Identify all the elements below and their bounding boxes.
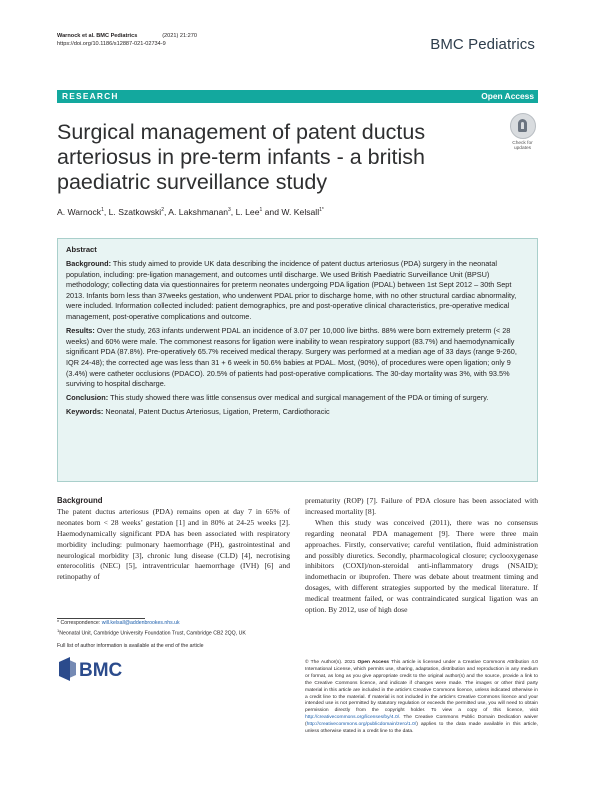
cc-zero-link[interactable]: http://creativecommons.org/publicdomain/zero/1.0/ bbox=[306, 722, 417, 728]
author[interactable]: W. Kelsall bbox=[281, 207, 320, 217]
article-title bbox=[57, 120, 497, 195]
doi-link[interactable]: https://doi.org/10.1186/s12887-021-02734-9 bbox=[57, 41, 166, 47]
open-access-label: Open Access bbox=[481, 91, 534, 101]
body-paragraph: When this study was conceived (2011), there was no consensus regarding neonatal PDA management [9]. There were three main approaches. Firstly, conservative; careful ventilation, fluid administration and possibly diuretics. Secondly, pharmacological closure; cyclooxygenase inhibitors (COXI)/non-steroidal anti-inflammatory drugs (NSAID); indomethacin or ibuprofen. There was debate about treatment timing and dosages, with different strategies supported by the medical literature. If medical treatment failed, or was contraindicated surgical ligation was an option. By 2012, use of high dose bbox=[305, 517, 538, 615]
footnote-correspondence: * Correspondence: will.kelsall@addenbrookes.nhs.uk bbox=[57, 620, 180, 626]
check-for-updates-badge[interactable] bbox=[505, 113, 540, 155]
correspondence-email[interactable]: will.kelsall@addenbrookes.nhs.uk bbox=[101, 620, 180, 626]
citation-authors: Warnock et al. BMC Pediatrics bbox=[57, 33, 138, 39]
bookmark-icon bbox=[510, 113, 536, 139]
check-for-label: Check for bbox=[512, 141, 533, 146]
author-list: A. Warnock$^1$, L. Szatkowski$^2$, A. Lakshmanan$^3$, L. Lee$^1$ and W. Kelsall$^{1*}$ bbox=[57, 207, 324, 217]
author[interactable]: L. Szatkowski bbox=[108, 207, 162, 217]
citation-header bbox=[57, 32, 197, 48]
cc-license-link[interactable]: http://creativecommons.org/licenses/by/4.0/ bbox=[305, 715, 400, 721]
citation-year: (2021) 21:270 bbox=[162, 33, 198, 39]
license-notice: © The Author(s). 2021 Open Access This article is licensed under a Creative Commons Attribution 4.0 International License, which permits use, sharing, adaptation, distribution and reproduction in any medium or format, as long as you give appropriate credit to the original author(s) and the source, provide a link to the Creative Commons licence, and indicate if changes were made. The images or other third party material in this article are included in the article's Creative Commons licence, unless indicated otherwise in a credit line to the material. If material is not included in the article's Creative Commons licence and your intended use is not permitted by statutory regulation or exceeds the permitted use, you will need to obtain permission directly from the copyright holder. To view a copy of this licence, visit http://creativecommons.org/licenses/by/4.0/. The Creative Commons Public Domain Dedication waiver (http://creativecommons.org/publicdomain/zero/1.0/) applies to the data made available in this article, unless otherwise stated in a credit line to the data. bbox=[305, 660, 538, 735]
article-type-band bbox=[57, 90, 538, 103]
abstract-conclusion: Conclusion: This study showed there was little consensus over medical and surgical management of the PDA or timing of surgery. bbox=[66, 393, 489, 403]
bmc-logo-graphic bbox=[57, 656, 129, 682]
updates-label: updates bbox=[513, 146, 532, 151]
author[interactable]: A. Lakshmanan bbox=[168, 207, 229, 217]
author[interactable]: L. Lee bbox=[235, 207, 260, 217]
abstract-keywords: Keywords: Neonatal, Patent Ductus Arteriosus, Ligation, Preterm, Cardiothoracic bbox=[66, 407, 330, 417]
footnote-full-list: Full list of author information is available at the end of the article bbox=[57, 643, 204, 649]
body-paragraph: prematurity (ROP) [7]. Failure of PDA closure has been associated with increased mortality [8]. bbox=[305, 496, 538, 516]
title-line: Surgical management of patent ductus bbox=[57, 120, 426, 144]
footnote-rule bbox=[57, 618, 145, 619]
abstract-heading: Abstract bbox=[66, 245, 97, 254]
article-type-label: RESEARCH bbox=[62, 91, 119, 101]
author[interactable]: A. Warnock bbox=[57, 207, 102, 217]
section-heading-background: Background bbox=[57, 496, 103, 505]
body-column-right bbox=[305, 496, 538, 616]
abstract-results: Results: Over the study, 263 infants underwent PDAL an incidence of 3.07 per 10,000 live births. 88% were born extremely preterm (< 28 weeks) and 60% were male. The commonest reasons for ligation were inability to wean respiratory support (83.7%) and haemodynamically significant PDA (87.8%). Pre-operatively 65.7% received medical therapy. Surgery was performed at a median age of 33 days (range 9-260, IQR 24-48); the corrected age was less than 31 + 6 week in 50.6% babies at PDAL. Most, (90%), of procedures were open ligation; only 9 (3.4%) were catheter occlusions (PDACO). 20.5% of patients had post-operative complications. The 30-day mortality was 3%, with 93.5% surviving to hospital discharge. bbox=[66, 326, 517, 389]
footnote-affiliation: $^1$Neonatal Unit, Cambridge University Foundation Trust, Cambridge CB2 2QQ, UK bbox=[57, 628, 246, 637]
bmc-logo-text: BMC bbox=[79, 660, 123, 681]
bmc-logo bbox=[57, 656, 129, 682]
title-line: arteriosus in pre-term infants - a british bbox=[57, 145, 426, 169]
abstract-box bbox=[57, 238, 538, 482]
body-paragraph: The patent ductus arteriosus (PDA) remains open at day 7 in 65% of neonates born < 28 weeks’ gestation [1] and in 80% at 24-25 weeks [2]. Haemodynamically significant PDA has been associated with respiratory morbidity including: pulmonary haemorrhage (PH), gastrointestinal and neurological morbidity [3], chronic lung disease (CLD) [4], necrotising enterocolitis (NEC) [5], intraventricular haemorrhage (IVH) [6] and retinopathy of bbox=[57, 506, 290, 582]
title-line: paediatric surveillance study bbox=[57, 170, 328, 194]
journal-name: BMC Pediatrics bbox=[430, 36, 535, 53]
body-column-left bbox=[57, 496, 290, 583]
abstract-background: Background: This study aimed to provide UK data describing the incidence of patent ductus arteriosus (PDA) surgery in the neonatal population, including: pre-ligation management, and outcomes until discharge. We used British Paediatric Surveillance Unit (BPSU) methodology; collecting data via questionnaires for preterm neonates undergoing PDA ligation (PDAL) between 1st Sept 2012 – 30th Sept 2013. Infants born less than 37weeks gestation, who underwent PDAL prior to discharge home, with no other structural cardiac abnormality, were included. Information collected included: patient demographics, pre and post-operative clinical characteristics, pre-operative medical management, post-operative complications and outcome. bbox=[66, 259, 517, 322]
